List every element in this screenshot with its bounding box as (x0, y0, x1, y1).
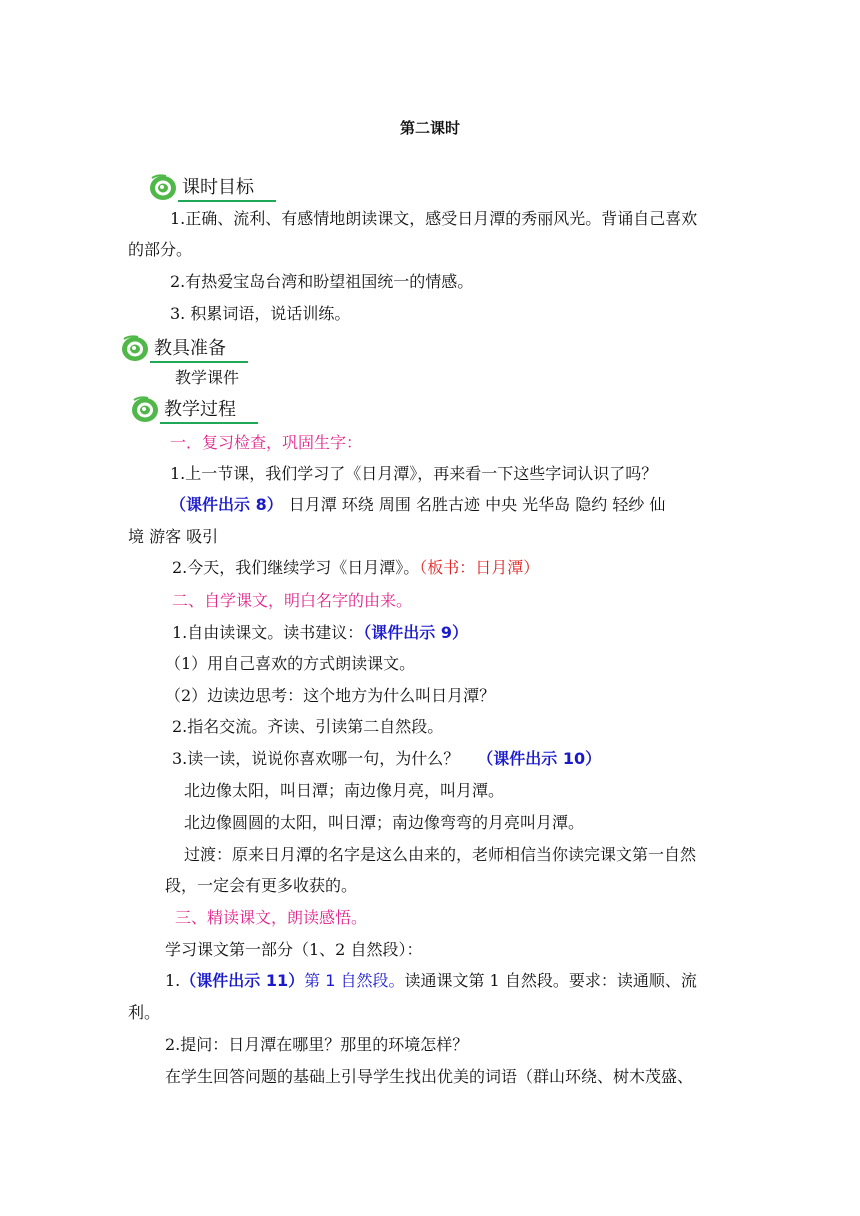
leaf-icon (130, 394, 160, 424)
question-text: 3.读一读，说说你喜欢哪一句，为什么？ (172, 749, 460, 768)
goal-2: 2.有热爱宝岛台湾和盼望祖国统一的情感。 (170, 272, 474, 291)
section-heading-tools (120, 333, 248, 363)
courseware-note: （课件出示 9） (363, 623, 468, 642)
goal-1-cont: 的部分。 (128, 240, 193, 259)
goal-3: 3. 积累词语，说话训练。 (170, 304, 351, 323)
part2-line3 (172, 749, 601, 769)
part3-heading: 三、精读课文，朗读感悟。 (175, 908, 368, 927)
requirement-text: 读通课文第 1 自然段。要求：读通顺、流 (404, 971, 697, 990)
transition-2: 段，一定会有更多收获的。 (165, 876, 358, 895)
item-number: 1. (165, 971, 181, 990)
paragraph-note: 第 1 自然段。 (304, 971, 405, 990)
part2-sub2: （2）边读边思考：这个地方为什么叫日月潭？ (165, 686, 496, 705)
section-label: 教学过程 (160, 399, 258, 424)
part3-line3: 在学生回答问题的基础上引导学生找出优美的词语（群山环绕、树木茂盛、 (165, 1067, 694, 1086)
courseware-note: （课件出示 10） (477, 749, 602, 768)
leaf-icon (120, 333, 150, 363)
part3-line1-cont: 利。 (128, 1003, 161, 1022)
tools-text: 教学课件 (175, 368, 240, 387)
part3-line1 (165, 971, 697, 991)
transition-1: 过渡：原来日月潭的名字是这么由来的，老师相信当你读完课文第一自然 (184, 845, 697, 864)
part2-line1 (172, 623, 468, 643)
vocab-list: 日月潭 环绕 周围 名胜古迹 中央 光华岛 隐约 轻纱 仙 (288, 495, 666, 514)
courseware-note: （课件出示 11） (180, 971, 305, 990)
read-text: 1.自由读课文。读书建议： (172, 623, 364, 642)
part1-line1: 1.上一节课，我们学习了《日月潭》，再来看一下这些字词认识了吗？ (170, 464, 658, 483)
goal-1: 1.正确、流利、有感情地朗读课文，感受日月潭的秀丽风光。背诵自己喜欢 (170, 209, 698, 228)
leaf-icon (148, 172, 178, 202)
part2-line2: 2.指名交流。齐读、引读第二自然段。 (172, 717, 444, 736)
section-label: 课时目标 (178, 177, 276, 202)
quote-2: 北边像圆圆的太阳，叫日潭；南边像弯弯的月亮叫月潭。 (184, 813, 585, 832)
part3-line2: 2.提问：日月潭在哪里？那里的环境怎样？ (165, 1035, 469, 1054)
quote-1: 北边像太阳，叫日潭；南边像月亮，叫月潭。 (184, 781, 505, 800)
section-label: 教具准备 (150, 338, 248, 363)
part2-sub1: （1）用自己喜欢的方式朗读课文。 (165, 654, 416, 673)
today-text: 2.今天，我们继续学习《日月潭》。 (172, 558, 420, 577)
page-title: 第二课时 (399, 119, 460, 137)
board-note: （板书：日月潭） (419, 558, 540, 577)
part3-intro: 学习课文第一部分（1、2 自然段）： (165, 940, 423, 959)
section-heading-goals (148, 172, 276, 202)
part1-words-cont: 境 游客 吸引 (128, 527, 219, 546)
part1-line2 (172, 558, 539, 578)
part1-heading: 一．复习检查，巩固生字： (170, 433, 363, 452)
part1-words (170, 495, 665, 515)
part2-heading: 二、自学课文，明白名字的由来。 (172, 591, 413, 610)
courseware-note: （课件出示 8） (170, 495, 283, 514)
section-heading-process (130, 394, 258, 424)
